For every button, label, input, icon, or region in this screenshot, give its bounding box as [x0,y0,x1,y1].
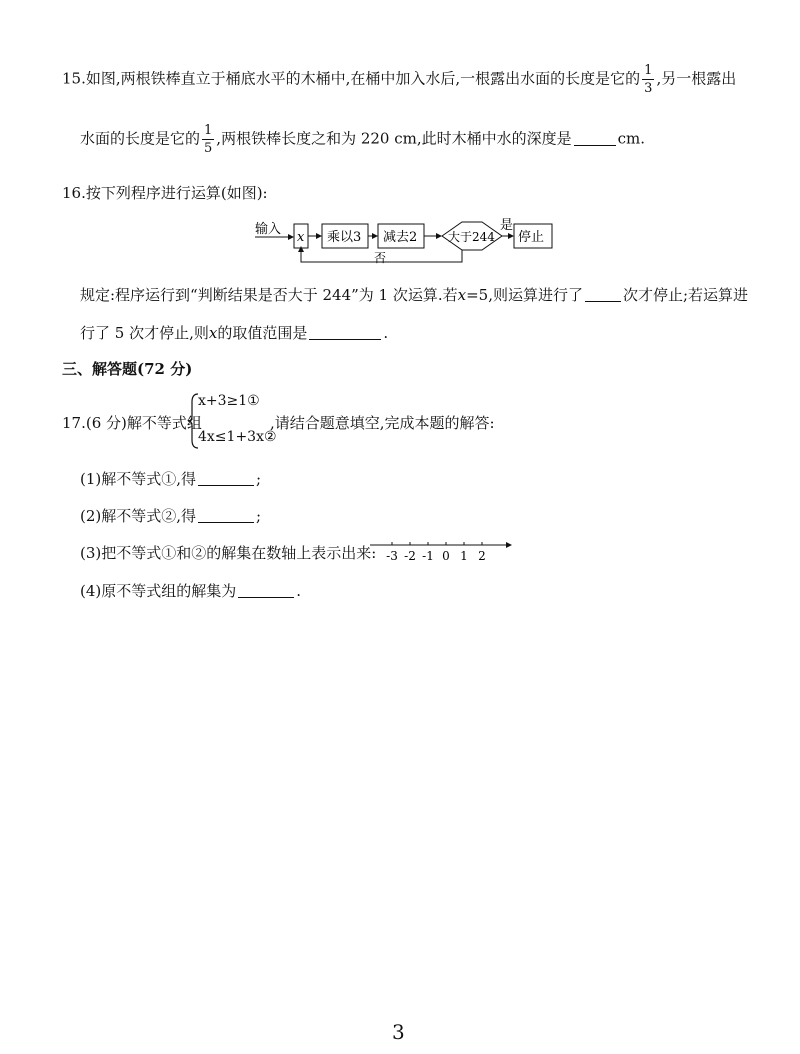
q15-fraction-2: $\frac{1}{5}$ [204,123,213,156]
flow-subtract-label: 减去2 [383,230,418,245]
q17-part2-end: ; [256,507,262,525]
q16-title: 16.按下列程序进行运算(如图): [62,184,268,202]
number-line [368,537,514,565]
q16-rule-text-b: =5,则运算进行了 [466,286,583,304]
q17-part3: (3)把不等式①和②的解集在数轴上表示出来: [80,544,377,562]
q16-rule-text-d: 行了 5 次才停止,则 [80,324,209,342]
flow-decision-label: 大于244 [448,230,495,244]
q17-part4-text: (4)原不等式组的解集为 [80,582,237,600]
q17-tail: ,请结合题意填空,完成本题的解答: [270,414,495,432]
q17-part1-end: ; [256,470,262,488]
q17-part4 [80,580,301,601]
q15-line2 [80,124,645,155]
q17-part4-end: . [296,582,302,600]
number-line-tick-label: -2 [404,549,416,563]
section-3-title: 三、解答题(72 分) [62,360,193,378]
number-line-tick-label: 2 [478,549,486,563]
q16-rule-text-a: 规定:程序运行到“判断结果是否大于 244”为 1 次运算.若 [80,286,458,304]
number-line-tick-label: 0 [442,549,450,563]
q17-part1-blank[interactable] [198,471,254,486]
number-line-tick-label: -1 [422,549,434,563]
q16-rule-text-c: 次才停止;若运算进 [623,286,749,304]
q15-answer-blank[interactable] [574,131,616,146]
q16-count-blank[interactable] [585,287,621,302]
q17-lead: 17.(6 分)解不等式组 [62,414,202,432]
q16-rule-end: . [383,324,389,342]
q15-text-a: 15.如图,两根铁棒直立于桶底水平的木桶中,在桶中加入水后,一根露出水面的长度是它的 [62,69,641,88]
q17-part2-blank[interactable] [198,508,254,523]
q15-text-d: ,两根铁棒长度之和为 220 cm,此时木桶中水的深度是 [216,129,572,148]
q16-rule-line2 [80,322,388,343]
flowchart [250,212,570,270]
q16-rule-line1 [80,284,748,305]
flow-input-label: 输入 [255,222,282,237]
q15-text-b: ,另一根露出 [656,69,737,88]
q16-range-blank[interactable] [309,325,381,340]
flow-yes-label: 是 [500,218,514,233]
q15-unit: cm. [617,129,646,148]
flow-no-label: 否 [374,251,387,265]
flow-stop-label: 停止 [518,230,545,245]
q17-part2-text: (2)解不等式②,得 [80,507,197,525]
flow-x-label: x [297,230,305,245]
q15-fraction-1: $\frac{1}{3}$ [644,63,653,96]
q15-text-c: 水面的长度是它的 [80,129,201,148]
q17-part1-text: (1)解不等式①,得 [80,470,197,488]
number-line-tick-label: 1 [460,549,468,563]
q17-part1 [80,468,261,489]
q16-rule-text-e: 的取值范围是 [217,324,308,342]
q17-inequality-2: 4x≤1+3x② [198,429,277,445]
q17-part4-blank[interactable] [238,583,294,598]
flow-multiply-label: 乘以3 [327,230,362,245]
q16-rule-var: x [457,286,467,304]
page-number: 3 [392,1020,405,1044]
q17-inequality-1: x+3≥1① [198,393,260,409]
number-line-tick-label: -3 [386,549,398,563]
q15-line1 [62,64,736,95]
q16-rule-var-2: x [208,324,218,342]
q17-part2 [80,505,261,526]
